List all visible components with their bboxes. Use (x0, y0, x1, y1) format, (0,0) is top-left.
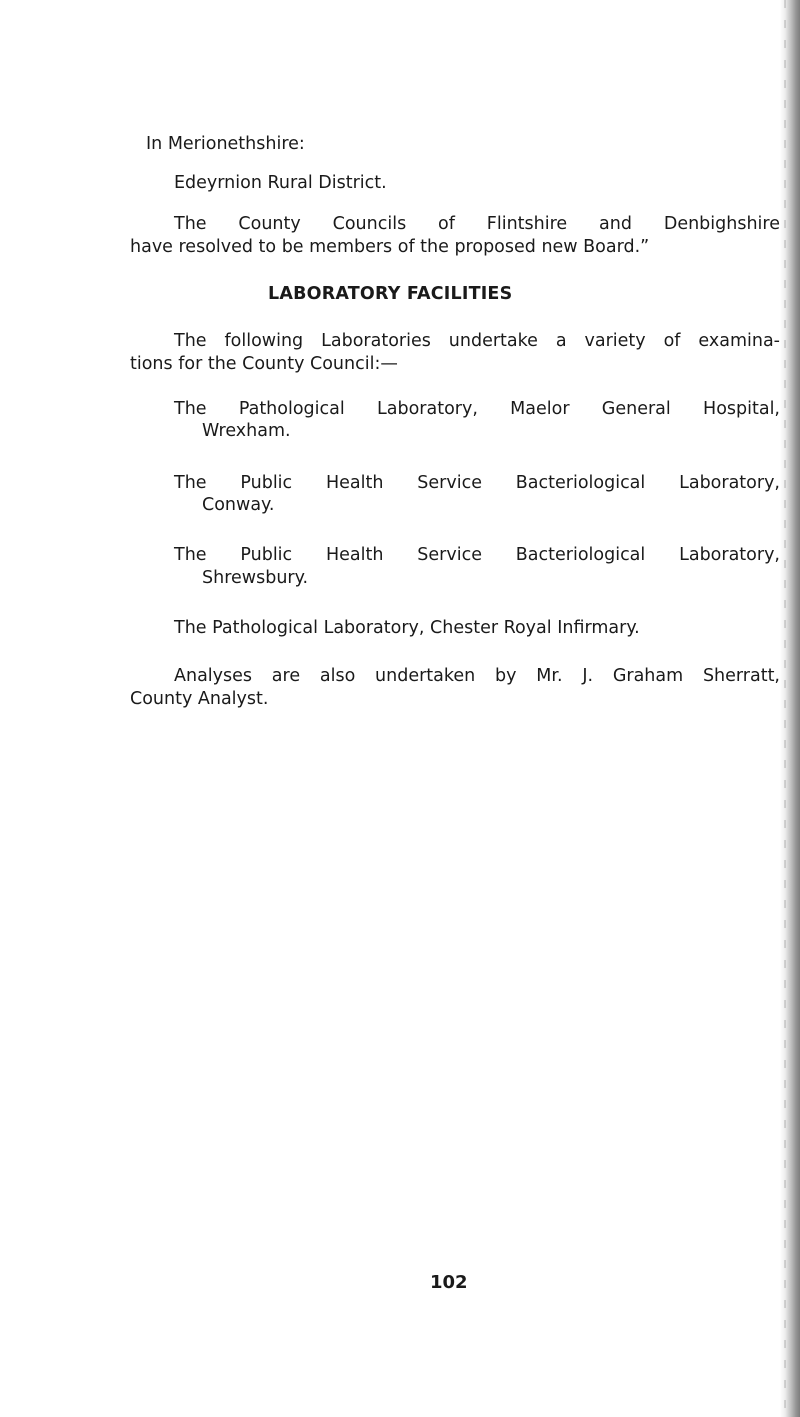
lab-2-line-1: The Public Health Service Bacteriological Laboratory, (174, 473, 780, 493)
lab-1-line-2: Wrexham. (202, 421, 291, 441)
section-heading: LABORATORY FACILITIES (268, 284, 513, 304)
intro-line-2: tions for the County Council:— (130, 354, 398, 374)
lab-1-line-1: The Pathological Laboratory, Maelor General Hospital, (174, 399, 780, 419)
region-heading: In Merionethshire: (146, 134, 305, 154)
right-page-edge (780, 0, 800, 1417)
lab-4-line: The Pathological Laboratory, Chester Royal Infirmary. (174, 618, 640, 638)
analyst-line-1: Analyses are also undertaken by Mr. J. Graham Sherratt, (174, 666, 780, 686)
intro-line-1: The following Laboratories undertake a variety of examina- (174, 331, 780, 351)
councils-line-1: The County Councils of Flintshire and Denbighshire (174, 214, 780, 234)
analyst-line-2: County Analyst. (130, 689, 269, 709)
district-line: Edeyrnion Rural District. (174, 173, 387, 193)
lab-2-line-2: Conway. (202, 495, 275, 515)
councils-line-2: have resolved to be members of the proposed new Board.” (130, 237, 650, 257)
lab-3-line-1: The Public Health Service Bacteriological Laboratory, (174, 545, 780, 565)
page-number: 102 (430, 1272, 468, 1293)
lab-3-line-2: Shrewsbury. (202, 568, 309, 588)
